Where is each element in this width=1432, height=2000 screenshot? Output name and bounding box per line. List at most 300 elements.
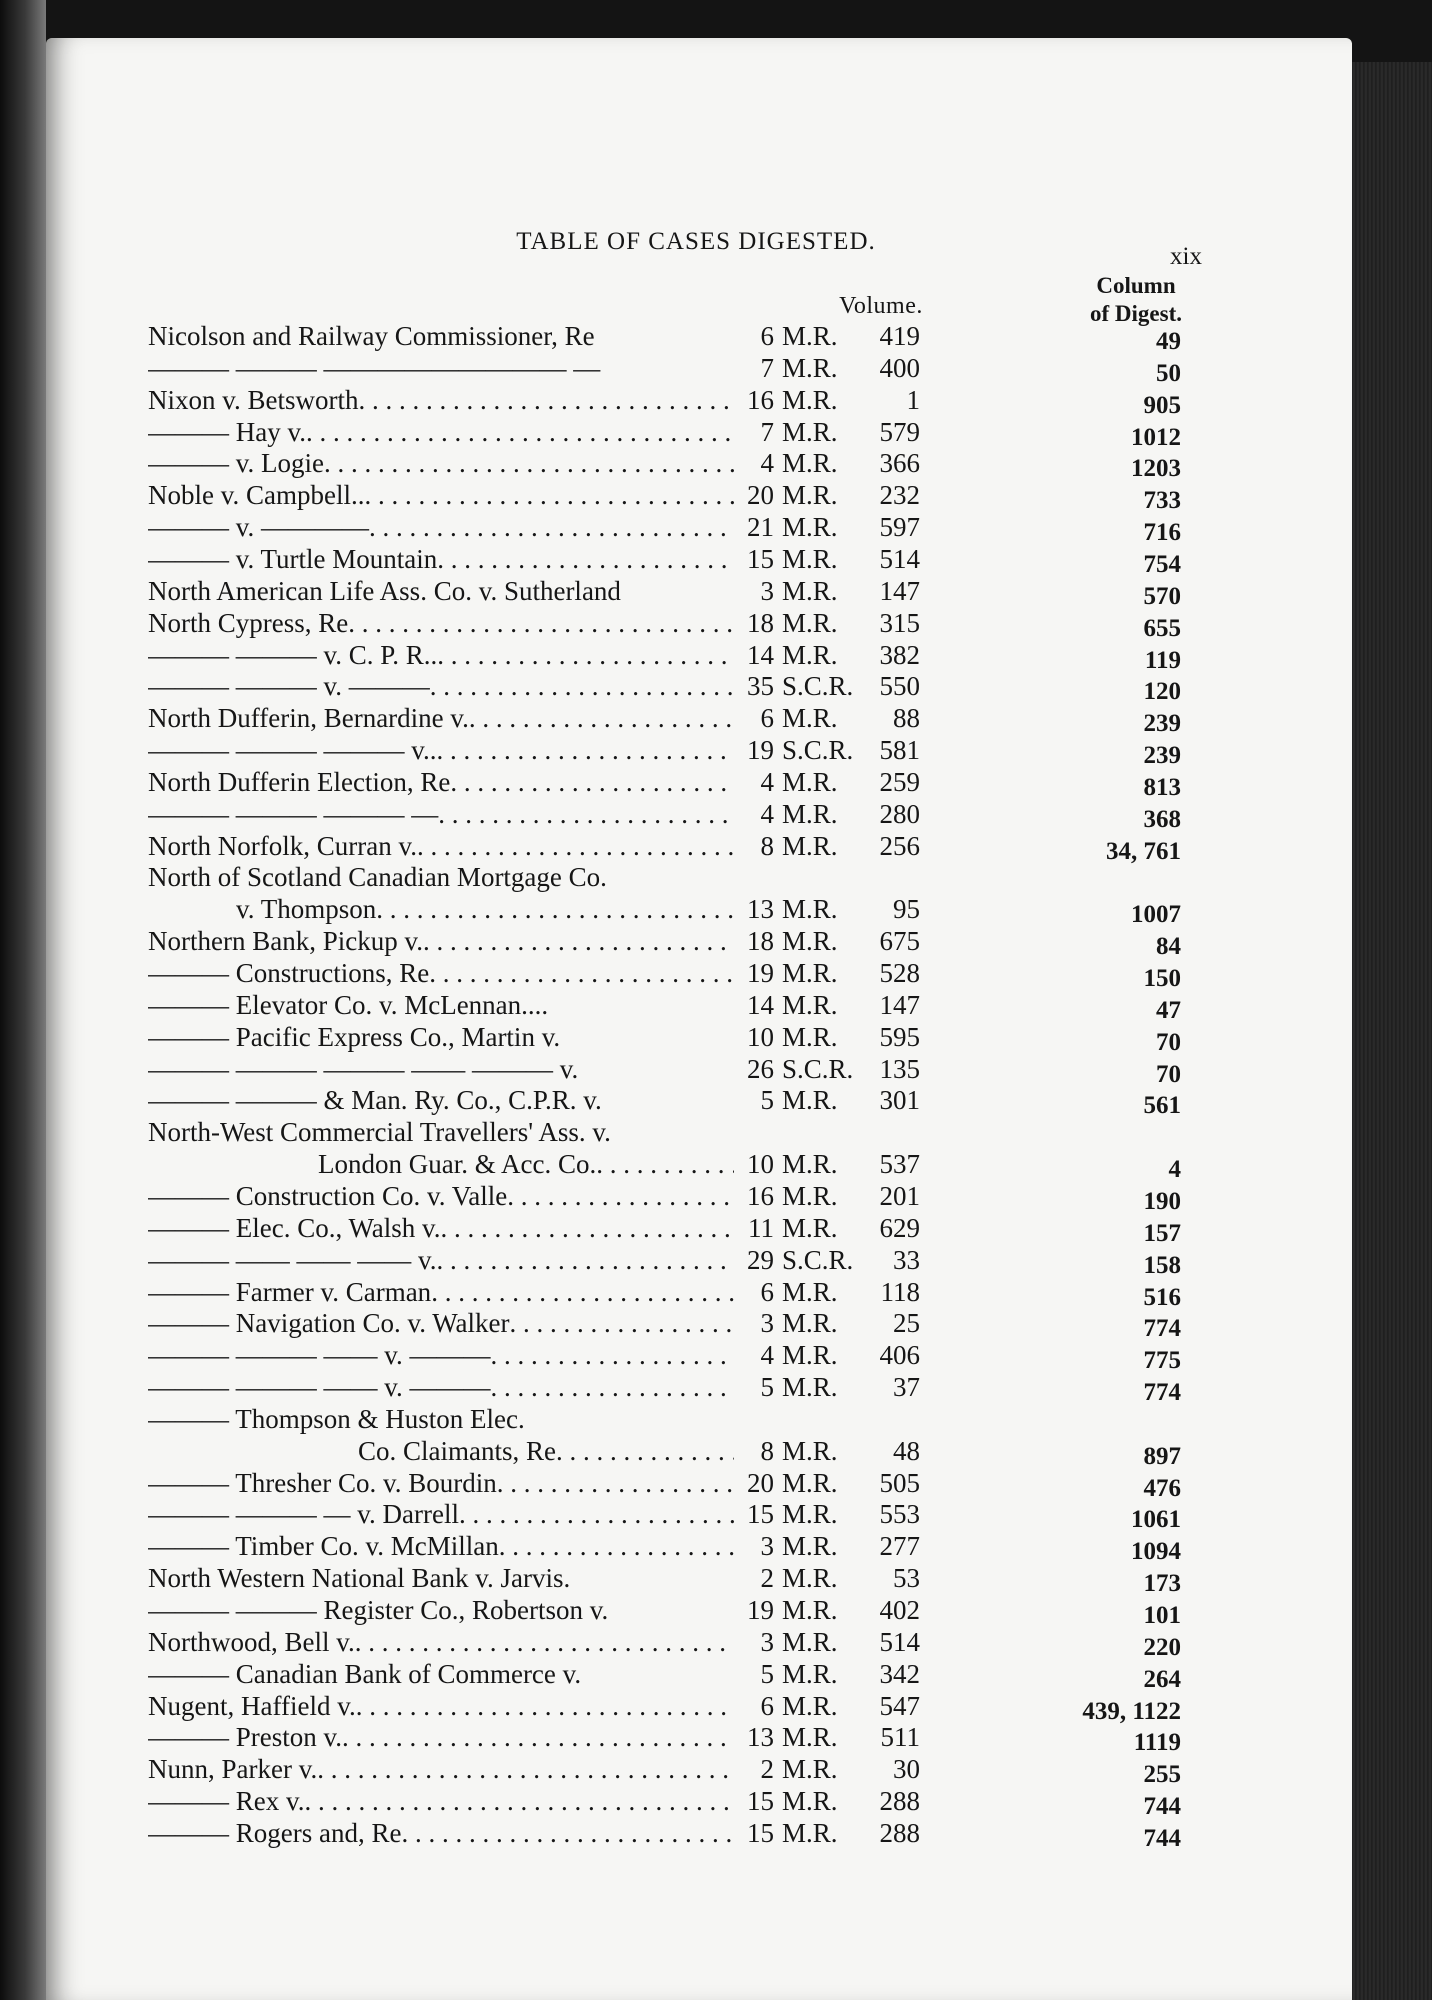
- running-title: TABLE OF CASES DIGESTED.: [516, 228, 876, 255]
- table-row: [46, 957, 1352, 992]
- dot-leader: [600, 352, 734, 384]
- case-name-text: ——— Farmer v. Carman: [148, 1276, 432, 1307]
- report-series: M.R.: [782, 1786, 838, 1817]
- dot-leader: [430, 670, 734, 702]
- dot-leader: [437, 639, 734, 671]
- case-name: [148, 1244, 734, 1276]
- report-page: 135: [879, 1053, 920, 1084]
- report-series: M.R.: [782, 958, 838, 988]
- report-series: M.R.: [782, 1149, 838, 1180]
- dot-leader: [437, 543, 734, 575]
- case-name-text: North Dufferin Election, Re: [148, 766, 451, 797]
- book-page-edges: [1352, 62, 1432, 2000]
- case-name-text: Nugent, Haffield v.: [148, 1690, 356, 1721]
- digest-column: 157: [1143, 1219, 1181, 1247]
- digest-column: 744: [1143, 1824, 1181, 1852]
- report-page: 277: [879, 1531, 920, 1562]
- digest-column: 264: [1143, 1665, 1181, 1693]
- report-series: M.R.: [782, 1754, 838, 1785]
- volume-number: 26: [747, 1053, 774, 1084]
- case-name-text: ——— ——— ————————— —: [148, 352, 601, 383]
- volume-number: 8: [760, 1435, 774, 1466]
- case-name-text: London Guar. & Acc. Co.: [318, 1149, 597, 1180]
- case-name-text: Nixon v. Betsworth: [148, 384, 359, 415]
- case-name-text: ——— v. ————: [148, 512, 369, 543]
- report-series: M.R.: [782, 830, 838, 861]
- case-name: [148, 1053, 734, 1085]
- digest-column-heading: Column of Digest.: [1090, 273, 1182, 326]
- dot-leader: [306, 416, 734, 448]
- dot-leader: [595, 320, 734, 352]
- report-page: 342: [879, 1658, 920, 1689]
- case-name: [148, 670, 734, 702]
- table-row: [46, 1148, 1352, 1184]
- report-page: 400: [879, 352, 920, 383]
- volume-number: 21: [747, 512, 774, 543]
- volume-number: 6: [760, 1690, 774, 1721]
- case-name-text: North-West Commercial Travellers' Ass. v.: [148, 1117, 611, 1148]
- case-name: [148, 1721, 734, 1753]
- report-series: M.R.: [782, 1435, 838, 1466]
- volume-number: 5: [760, 1658, 774, 1689]
- report-page: 33: [893, 1244, 920, 1275]
- report-page: 382: [879, 639, 920, 670]
- case-name: [148, 702, 734, 734]
- report-page: 528: [879, 958, 920, 988]
- report-page: 505: [879, 1467, 920, 1498]
- digest-column: 716: [1143, 519, 1181, 547]
- case-name-text: ——— ——— ——— —— ——— v.: [148, 1053, 579, 1084]
- dot-leader: [578, 1053, 734, 1085]
- report-series: M.R.: [782, 639, 838, 670]
- table-row: [46, 766, 1352, 801]
- digest-column: 439, 1122: [1082, 1697, 1181, 1725]
- table-row: [46, 447, 1352, 483]
- case-name-text: ——— ——— & Man. Ry. Co., C.P.R. v.: [148, 1085, 602, 1116]
- table-row: [46, 1530, 1352, 1566]
- case-name: [148, 1116, 746, 1148]
- case-name: [148, 1467, 734, 1499]
- dot-leader: [560, 1021, 734, 1053]
- report-series: M.R.: [782, 1626, 838, 1657]
- case-name: [148, 1084, 734, 1116]
- dot-leader: [317, 1753, 734, 1785]
- digest-column: 119: [1144, 646, 1181, 674]
- table-row: [46, 1021, 1352, 1056]
- report-page: 419: [879, 321, 920, 351]
- case-name-text: ——— ——— v. C. P. R..: [148, 639, 438, 670]
- table-row: [46, 1498, 1352, 1534]
- volume-number: 3: [760, 1531, 774, 1562]
- case-name-text: ——— ——— ——— —: [148, 798, 439, 829]
- report-page: 675: [879, 926, 920, 957]
- case-name: [148, 479, 734, 511]
- volume-number: 2: [760, 1563, 774, 1594]
- volume-number: 10: [747, 1149, 774, 1180]
- table-row: [46, 639, 1352, 674]
- report-page: 579: [879, 416, 920, 447]
- digest-column: 4: [1168, 1156, 1181, 1184]
- digest-column: 1012: [1131, 423, 1181, 451]
- report-series: M.R.: [782, 352, 838, 383]
- volume-number: 3: [760, 1308, 774, 1339]
- dot-leader: [305, 1785, 735, 1817]
- dot-leader: [570, 1562, 734, 1594]
- report-page: 550: [879, 671, 920, 702]
- dot-leader: [429, 957, 734, 989]
- report-series: M.R.: [782, 1722, 838, 1753]
- case-name: [148, 957, 734, 989]
- case-name-text: ——— v. Logie: [148, 448, 324, 479]
- volume-number: 7: [760, 416, 774, 447]
- report-page: 25: [893, 1308, 920, 1339]
- report-series: S.C.R.: [782, 735, 854, 766]
- dot-leader: [491, 1371, 735, 1403]
- digest-column: 84: [1156, 933, 1181, 961]
- report-page: 1: [906, 384, 920, 415]
- report-page: 201: [879, 1180, 920, 1211]
- report-series: M.R.: [782, 543, 838, 574]
- table-row: [46, 1435, 1352, 1470]
- report-series: M.R.: [782, 1212, 838, 1243]
- volume-number: 4: [760, 448, 774, 479]
- report-page: 48: [893, 1435, 920, 1466]
- case-name-text: ——— Rex v.: [148, 1786, 305, 1817]
- dot-leader: [450, 766, 734, 798]
- case-name-text: ——— Preston v.: [148, 1722, 342, 1753]
- case-name: [148, 352, 734, 384]
- case-name: [148, 1753, 734, 1785]
- digest-column: 190: [1143, 1187, 1181, 1215]
- volume-number: 14: [747, 639, 774, 670]
- case-name: [148, 1180, 734, 1212]
- case-name-text: Nunn, Parker v.: [148, 1754, 318, 1785]
- case-name-text: ——— Thompson & Huston Elec.: [148, 1403, 525, 1434]
- volume-number: 13: [747, 1722, 774, 1753]
- table-row: [46, 1276, 1352, 1311]
- dot-leader: [607, 861, 746, 893]
- digest-column: 1094: [1131, 1538, 1181, 1566]
- digest-column: 775: [1143, 1347, 1181, 1375]
- case-name-text: Co. Claimants, Re: [358, 1435, 556, 1466]
- table-row: [46, 1753, 1352, 1789]
- report-page: 232: [879, 480, 920, 511]
- report-page: 511: [880, 1722, 920, 1753]
- volume-number: 6: [760, 1276, 774, 1307]
- dot-leader: [369, 511, 734, 543]
- case-name: [148, 543, 734, 575]
- case-name-text: Nicolson and Railway Commissioner, Re: [148, 321, 595, 351]
- table-row: [46, 1817, 1352, 1852]
- case-name: [148, 798, 734, 830]
- case-name-text: Northwood, Bell v.: [148, 1626, 355, 1657]
- report-page: 595: [879, 1021, 920, 1052]
- volume-number: 4: [760, 798, 774, 829]
- dot-leader: [364, 479, 734, 511]
- table-row: [46, 1626, 1352, 1661]
- case-name: [148, 1785, 734, 1817]
- dot-leader: [348, 607, 734, 639]
- case-name-text: ——— Hay v.: [148, 416, 306, 447]
- report-page: 315: [879, 607, 920, 638]
- table-row: [46, 479, 1352, 515]
- report-series: M.R.: [782, 703, 838, 734]
- digest-column: 570: [1143, 582, 1181, 610]
- volume-column-heading: Volume.: [839, 293, 923, 319]
- report-page: 402: [879, 1595, 920, 1625]
- report-page: 95: [893, 894, 920, 925]
- report-series: M.R.: [782, 766, 838, 797]
- case-name: [148, 1498, 734, 1530]
- table-row: [46, 1371, 1352, 1407]
- report-page: 597: [879, 512, 920, 543]
- table-row: [46, 1116, 1352, 1148]
- case-name-text: ——— v. Turtle Mountain: [148, 543, 438, 574]
- case-name-text: ——— ——— —— v. ———: [148, 1372, 491, 1403]
- digest-column: 70: [1156, 1028, 1181, 1056]
- volume-number: 3: [760, 1626, 774, 1657]
- case-name-text: ——— ——— Register Co., Robertson v.: [148, 1595, 609, 1625]
- report-series: M.R.: [782, 1340, 838, 1371]
- case-name-text: ——— ——— —— v. ———: [148, 1340, 491, 1371]
- digest-column: 897: [1143, 1442, 1181, 1470]
- case-name: [148, 447, 734, 479]
- digest-column: 368: [1143, 805, 1181, 833]
- report-series: M.R.: [782, 1499, 838, 1530]
- case-name: [148, 925, 734, 957]
- case-name: [148, 575, 734, 607]
- report-page: 547: [879, 1690, 920, 1721]
- digest-column: 1061: [1131, 1506, 1181, 1534]
- volume-number: 20: [747, 1467, 774, 1498]
- volume-number: 8: [760, 830, 774, 861]
- report-page: 514: [879, 543, 920, 574]
- case-name: [148, 1021, 734, 1053]
- case-name: [236, 893, 734, 925]
- report-series: M.R.: [782, 607, 838, 638]
- volume-number: 5: [760, 1085, 774, 1116]
- dot-leader: [342, 1721, 734, 1753]
- case-name-text: ——— Navigation Co. v. Walker: [148, 1308, 510, 1339]
- volume-number: 10: [747, 1021, 774, 1052]
- case-name-text: ——— ——— v. ———: [148, 671, 430, 702]
- report-series: M.R.: [782, 1180, 838, 1211]
- report-series: M.R.: [782, 416, 838, 447]
- table-row: [46, 1467, 1352, 1502]
- case-name: [148, 1371, 734, 1403]
- table-row: [46, 1244, 1352, 1279]
- volume-number: 29: [747, 1244, 774, 1275]
- table-row: [46, 511, 1352, 547]
- case-name-text: ——— Pacific Express Co., Martin v.: [148, 1021, 561, 1052]
- report-page: 288: [879, 1786, 920, 1817]
- report-series: M.R.: [782, 1563, 838, 1594]
- case-name-text: ——— Rogers and, Re: [148, 1817, 402, 1848]
- report-series: M.R.: [782, 926, 838, 957]
- table-row: [46, 830, 1352, 865]
- case-name-text: ——— Construction Co. v. Valle: [148, 1180, 508, 1211]
- dot-leader: [602, 1084, 734, 1116]
- volume-number: 19: [747, 1595, 774, 1625]
- report-page: 30: [893, 1754, 920, 1785]
- report-series: M.R.: [782, 894, 838, 925]
- report-page: 280: [879, 798, 920, 829]
- dot-leader: [608, 1594, 734, 1626]
- table-row: [46, 1721, 1352, 1757]
- digest-column: 774: [1143, 1379, 1181, 1407]
- case-name-text: North American Life Ass. Co. v. Sutherland: [148, 575, 621, 606]
- digest-column: 49: [1156, 328, 1181, 355]
- dot-leader: [324, 447, 734, 479]
- case-name-text: v. Thompson: [236, 894, 377, 925]
- report-page: 514: [879, 1626, 920, 1657]
- case-name: [148, 416, 734, 448]
- digest-column: 239: [1143, 710, 1181, 738]
- digest-column: 733: [1143, 487, 1181, 515]
- page-number: xix: [1170, 243, 1202, 270]
- dot-leader: [621, 575, 734, 607]
- report-series: M.R.: [782, 448, 838, 479]
- case-name: [148, 1817, 734, 1849]
- case-name: [318, 1148, 734, 1180]
- digest-column: 561: [1143, 1092, 1181, 1120]
- report-page: 301: [879, 1085, 920, 1116]
- case-name-text: ——— —— —— —— v.: [148, 1244, 437, 1275]
- report-series: M.R.: [782, 1276, 838, 1307]
- scan-left-shadow: [0, 0, 46, 2000]
- case-name-text: ——— Elevator Co. v. McLennan....: [148, 989, 549, 1020]
- case-name: [148, 1530, 734, 1562]
- digest-column: 50: [1156, 359, 1181, 387]
- report-page: 37: [893, 1372, 920, 1403]
- case-name: [148, 1626, 734, 1658]
- report-series: M.R.: [782, 1658, 838, 1689]
- digest-column: 655: [1143, 614, 1181, 642]
- case-name: [148, 1403, 746, 1435]
- volume-number: 5: [760, 1372, 774, 1403]
- digest-column: 1007: [1131, 901, 1181, 929]
- table-row: [46, 575, 1352, 610]
- case-name-text: ——— Canadian Bank of Commerce v.: [148, 1658, 582, 1689]
- volume-number: 6: [760, 321, 774, 351]
- report-page: 537: [879, 1149, 920, 1180]
- report-series: M.R.: [782, 1690, 838, 1721]
- case-name-text: North Western National Bank v. Jarvis.: [148, 1563, 571, 1594]
- case-name-text: North Norfolk, Curran v.: [148, 830, 417, 861]
- report-series: M.R.: [782, 512, 838, 543]
- dot-leader: [459, 1498, 734, 1530]
- digest-column: 516: [1143, 1283, 1181, 1311]
- report-page: 553: [879, 1499, 920, 1530]
- report-series: M.R.: [782, 1372, 838, 1403]
- dot-leader: [507, 1180, 734, 1212]
- volume-number: 15: [747, 1786, 774, 1817]
- case-name: [148, 1276, 734, 1308]
- case-name-text: North Dufferin, Bernardine v.: [148, 703, 469, 734]
- volume-number: 19: [747, 958, 774, 988]
- dot-leader: [548, 989, 734, 1021]
- report-page: 366: [879, 448, 920, 479]
- report-series: M.R.: [782, 1085, 838, 1116]
- report-series: M.R.: [782, 575, 838, 606]
- table-row: [46, 861, 1352, 893]
- report-series: M.R.: [782, 798, 838, 829]
- table-row: [46, 352, 1352, 387]
- dot-leader: [417, 830, 734, 862]
- dot-leader: [359, 384, 735, 416]
- volume-number: 18: [747, 607, 774, 638]
- table-row: [46, 734, 1352, 770]
- table-row: [46, 1690, 1352, 1725]
- report-series: S.C.R.: [782, 1244, 854, 1275]
- volume-number: 6: [760, 703, 774, 734]
- dot-leader: [437, 1244, 735, 1276]
- report-series: M.R.: [782, 1817, 838, 1848]
- digest-column: 239: [1143, 742, 1181, 770]
- case-name-text: North Cypress, Re: [148, 607, 349, 638]
- dot-leader: [469, 702, 734, 734]
- volume-number: 3: [760, 575, 774, 606]
- case-name-text: ——— Thresher Co. v. Bourdin: [148, 1467, 497, 1498]
- dot-leader: [491, 1339, 735, 1371]
- case-name-text: ——— ——— ——— v..: [148, 735, 437, 766]
- table-row: [46, 893, 1352, 929]
- case-name-text: North of Scotland Canadian Mortgage Co.: [148, 862, 607, 893]
- case-name: [148, 320, 734, 352]
- table-row: [46, 702, 1352, 738]
- table-row: [46, 925, 1352, 961]
- case-name: [148, 989, 734, 1021]
- volume-number: 20: [747, 480, 774, 511]
- dot-leader: [441, 1212, 734, 1244]
- case-name: [148, 511, 734, 543]
- digest-column: 1203: [1131, 455, 1181, 483]
- dot-leader: [499, 1530, 734, 1562]
- digest-column: 101: [1143, 1602, 1181, 1629]
- volume-number: 19: [747, 735, 774, 766]
- case-name: [358, 1435, 734, 1467]
- volume-number: 16: [747, 1180, 774, 1211]
- volume-number: 35: [747, 671, 774, 702]
- digest-column: 905: [1143, 391, 1181, 419]
- dot-leader: [497, 1467, 734, 1499]
- case-name-text: ——— Timber Co. v. McMillan: [148, 1531, 499, 1562]
- volume-number: 15: [747, 1817, 774, 1848]
- report-page: 147: [879, 989, 920, 1020]
- dot-leader: [510, 1307, 734, 1339]
- report-page: 88: [893, 703, 920, 734]
- dot-leader: [525, 1403, 746, 1435]
- dot-leader: [376, 893, 734, 925]
- report-series: M.R.: [782, 989, 838, 1020]
- digest-column: 47: [1156, 996, 1181, 1024]
- case-name: [148, 766, 734, 798]
- dot-leader: [401, 1817, 734, 1849]
- report-page: 53: [893, 1563, 920, 1594]
- digest-column: 744: [1143, 1793, 1181, 1821]
- digest-column: 220: [1143, 1633, 1181, 1661]
- case-name-text: Noble v. Campbell..: [148, 480, 365, 511]
- digest-column: 813: [1143, 773, 1181, 801]
- case-name: [148, 1594, 734, 1626]
- volume-number: 15: [747, 543, 774, 574]
- volume-number: 15: [747, 1499, 774, 1530]
- volume-number: 4: [760, 766, 774, 797]
- report-series: M.R.: [782, 1531, 838, 1562]
- table-row: [46, 320, 1352, 355]
- report-series: M.R.: [782, 1467, 838, 1498]
- report-page: 581: [879, 735, 920, 766]
